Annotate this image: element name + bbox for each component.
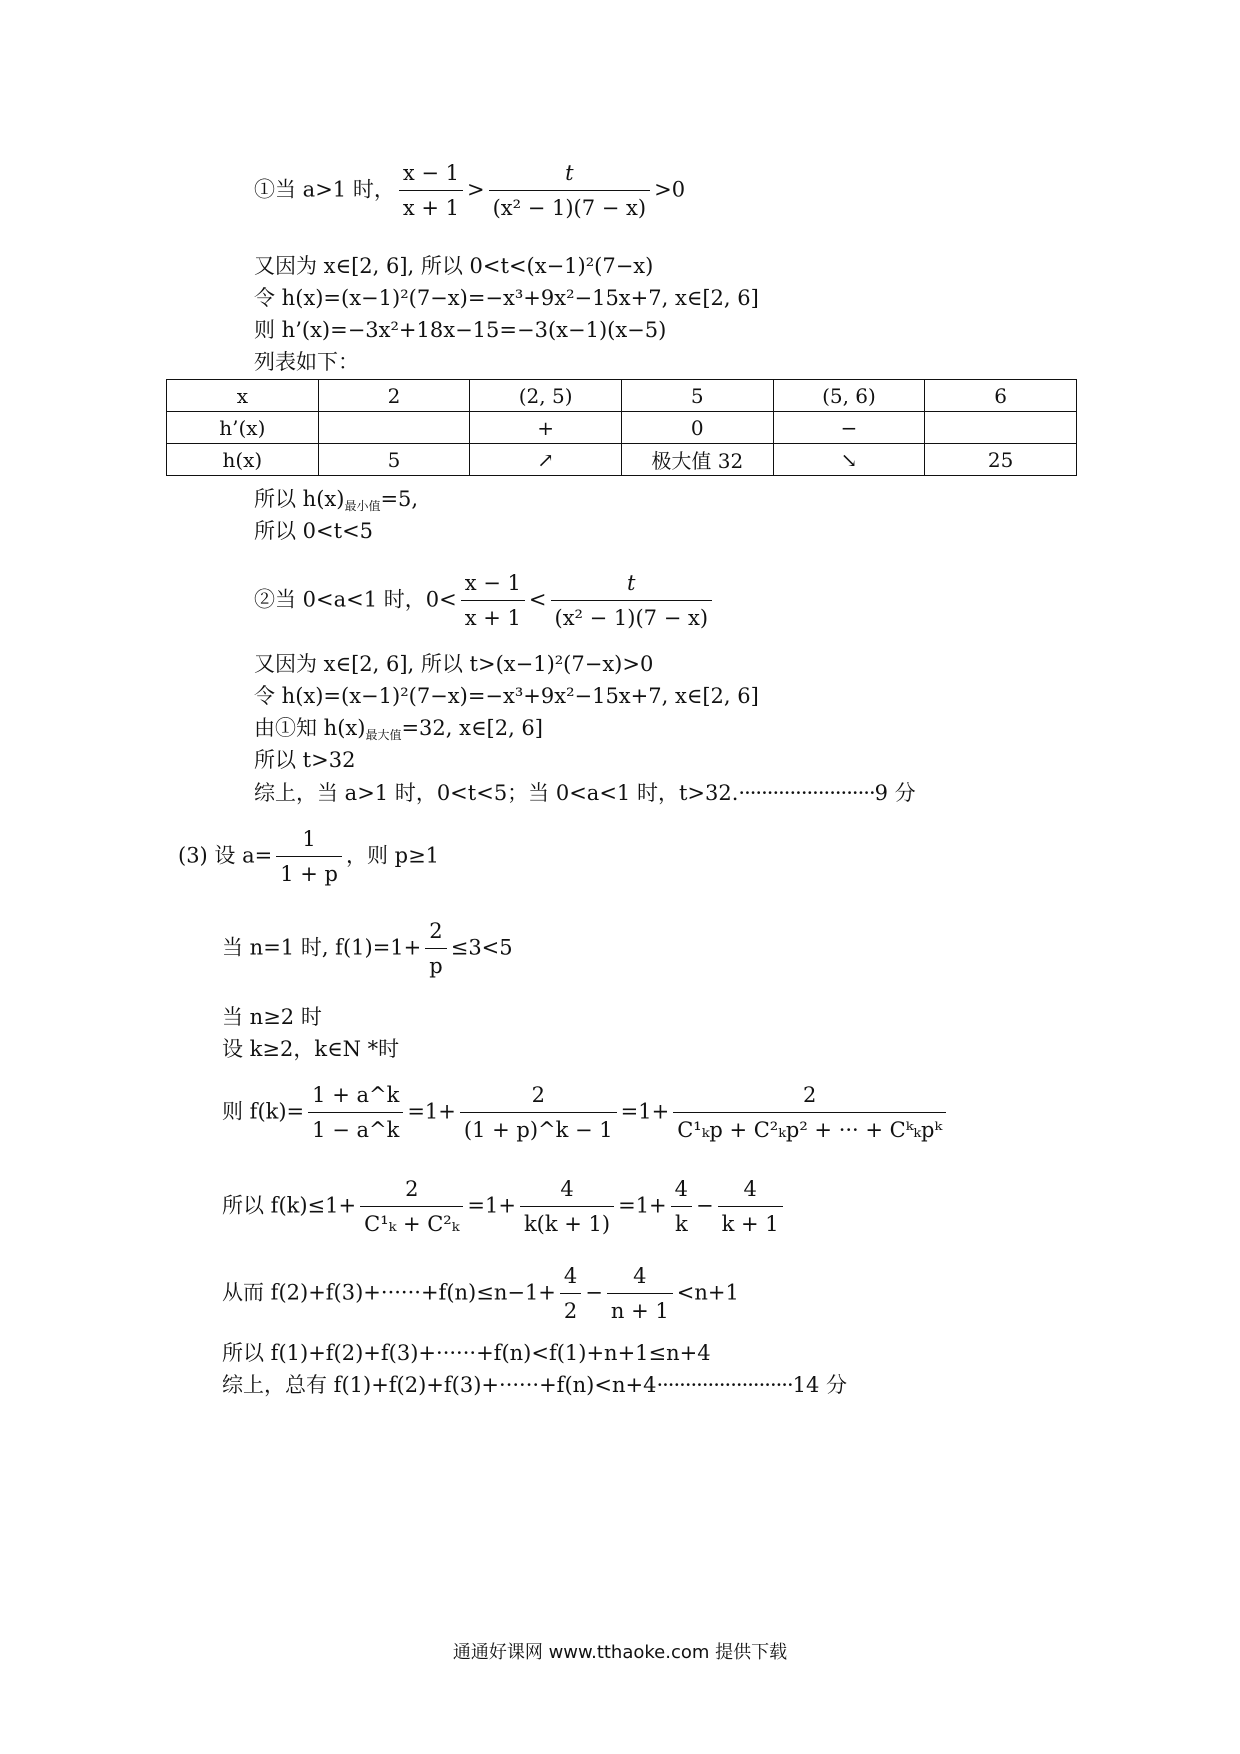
fraction-2-over-p: $\frac{2}{p}$ <box>425 918 446 980</box>
case1-line: ①当 a>1 时， $\frac{x - 1}{x + 1}$ > $\frac{t}{\text{(x² − 1)(7 − x)}}$ >0 <box>254 161 686 221</box>
case2-define-h: 令 h(x)=(x−1)²(7−x)=−x³+9x²−15x+7, x∈[2, 6] <box>254 684 759 708</box>
score-label: 9 分 <box>874 781 916 805</box>
fraction-ineq-2: $\frac{4}{k(k + 1)}$ <box>520 1176 614 1238</box>
score-label: 14 分 <box>792 1373 848 1397</box>
part3-final: 综上，总有 f(1)+f(2)+f(3)+······+f(n)<n+4························14 分 <box>222 1373 848 1397</box>
case2-conclusion: 所以 t>32 <box>254 748 356 772</box>
case1-define-h: 令 h(x)=(x−1)²(7−x)=−x³+9x²−15x+7, x∈[2, 6] <box>254 286 759 310</box>
part2-summary: 综上，当 a>1 时，0<t<5；当 0<a<1 时，t>32.························9 分 <box>254 781 916 805</box>
fraction-ineq-1: $\frac{2}{\text{C¹ₖ + C²ₖ}}$ <box>360 1176 463 1238</box>
page-footer: 通通好课网 www.tthaoke.com 提供下载 <box>452 1642 788 1663</box>
fraction-ineq-3: $\frac{4}{k}$ <box>671 1176 692 1238</box>
fraction-t: $\frac{t}{\text{(x² − 1)(7 − x)}}$ <box>489 160 651 222</box>
fraction-x: $\frac{x - 1}{x + 1}$ <box>399 160 463 222</box>
table-row: h(x) 5 ↗ 极大值 32 ↘ 25 <box>167 444 1077 476</box>
case2-max-value: 由①知 h(x)最大值=32, x∈[2, 6] <box>254 716 543 742</box>
case1-range: 又因为 x∈[2, 6], 所以 0<t<(x−1)²(7−x) <box>254 254 654 278</box>
case1-derivative: 则 h’(x)=−3x²+18x−15=−3(x−1)(x−5) <box>254 318 667 342</box>
part3-case-n2: 当 n≥2 时 <box>222 1005 322 1029</box>
part3-inequality: 所以 f(k)≤1+ $\frac{2}{\text{C¹ₖ + C²ₖ}}$ =1+ $\frac{4}{k(k + 1)}$ =1+ $\frac{4}{k}$ − $\frac{4}{k + 1}$ <box>222 1176 787 1238</box>
monotonicity-table <box>166 379 1077 476</box>
case2-line: ②当 0<a<1 时，0< $\frac{x - 1}{x + 1}$ < $\frac{t}{\text{(x² − 1)(7 − x)}}$ <box>254 570 716 632</box>
fraction-a: $\frac{1}{1 + p}$ <box>276 826 342 888</box>
table-row: x 2 (2, 5) 5 (5, 6) 6 <box>167 380 1077 412</box>
part3-case-n1: 当 n=1 时, f(1)=1+ $\frac{2}{p}$ ≤3<5 <box>222 919 513 979</box>
case1-min-value: 所以 h(x)最小值=5, <box>254 487 419 513</box>
case2-range: 又因为 x∈[2, 6], 所以 t>(x−1)²(7−x)>0 <box>254 652 654 676</box>
fraction-ineq-4: $\frac{4}{k + 1}$ <box>718 1176 783 1238</box>
fraction-fk-3: $\frac{2}{\text{C¹ₖp + C²ₖp² + ··· + Cᵏₖpᵏ}}$ <box>673 1082 946 1144</box>
case1-conclusion: 所以 0<t<5 <box>254 519 374 543</box>
fraction-sum-1: $\frac{4}{2}$ <box>560 1263 581 1325</box>
part3-fk: 则 f(k)= $\frac{1 + a\^{}k}{1 - a\^{}k}$ =1+ $\frac{2}{(1 + p)\^{}k - 1}$ =1+ $\frac{2}{\text{C¹ₖp + C²ₖp² + ··· + Cᵏₖpᵏ}}$ <box>222 1082 950 1144</box>
part3-sum: 从而 f(2)+f(3)+······+f(n)≤n−1+ $\frac{4}{2}$ − $\frac{4}{n + 1}$ <n+1 <box>222 1264 739 1324</box>
case1-intro: ①当 a>1 时， <box>254 177 395 202</box>
part3-intro: (3) 设 a= $\frac{1}{1 + p}$ ，则 p≥1 <box>178 827 440 887</box>
fraction-fk-1: $\frac{1 + a\^{}k}{1 - a\^{}k}$ <box>308 1082 403 1144</box>
part3-define-k: 设 k≥2，k∈N *时 <box>222 1037 400 1061</box>
case1-table-intro: 列表如下： <box>254 350 359 374</box>
fraction-x: $\frac{x - 1}{x + 1}$ <box>461 570 525 632</box>
fraction-fk-2: $\frac{2}{(1 + p)\^{}k - 1}$ <box>460 1082 617 1144</box>
fraction-t: $\frac{t}{\text{(x² − 1)(7 − x)}}$ <box>551 570 713 632</box>
table-row: h’(x) + 0 − <box>167 412 1077 444</box>
part3-so: 所以 f(1)+f(2)+f(3)+······+f(n)<f(1)+n+1≤n+4 <box>222 1341 711 1365</box>
fraction-sum-2: $\frac{4}{n + 1}$ <box>607 1263 673 1325</box>
